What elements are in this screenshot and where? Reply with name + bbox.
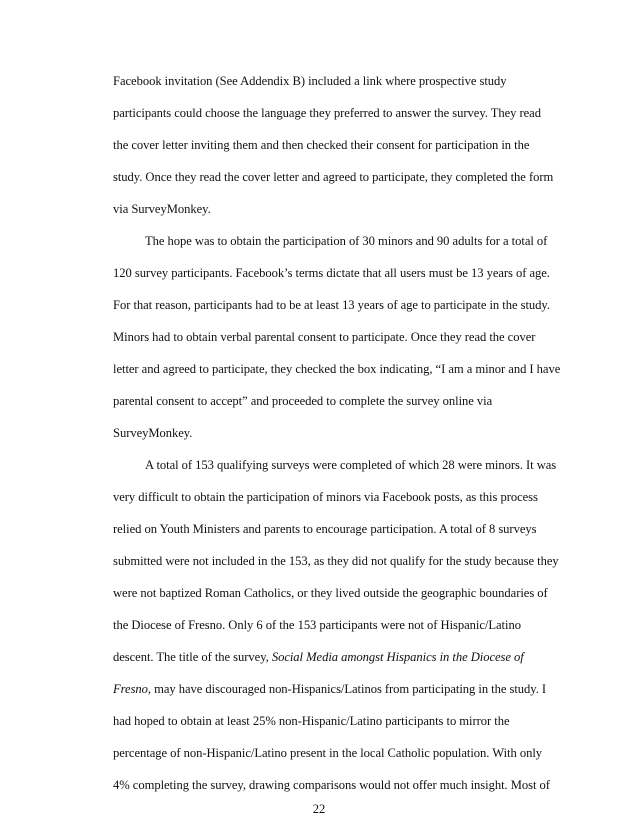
text-line: the Diocese of Fresno. Only 6 of the 153 participants were not of Hispanic/Latino: [113, 618, 521, 632]
text-segment: descent. The title of the survey,: [113, 650, 272, 664]
text-line: relied on Youth Ministers and parents to encourage participation. A total of 8 surveys: [113, 522, 537, 536]
survey-title-italic: Fresno: [113, 682, 148, 696]
text-line: letter and agreed to participate, they checked the box indicating, “I am a minor and I have: [113, 362, 561, 376]
text-line: participants could choose the language they preferred to answer the survey. They read: [113, 106, 541, 120]
text-line: submitted were not included in the 153, as they did not qualify for the study because they: [113, 554, 559, 568]
survey-title-italic: Social Media amongst Hispanics in the Diocese of: [271, 650, 524, 664]
text-line: [113, 649, 524, 665]
text-line: 4% completing the survey, drawing comparisons would not offer much insight. Most of: [113, 778, 550, 792]
text-line: Minors had to obtain verbal parental consent to participate. Once they read the cover: [113, 330, 536, 344]
text-line: via SurveyMonkey.: [113, 202, 211, 216]
text-line: For that reason, participants had to be at least 13 years of age to participate in the study.: [113, 298, 550, 312]
text-line: the cover letter inviting them and then checked their consent for participation in the: [113, 138, 530, 152]
text-segment: , may have discouraged non-Hispanics/Latinos from participating in the study. I: [147, 682, 547, 696]
text-line: The hope was to obtain the participation of 30 minors and 90 adults for a total of: [145, 234, 548, 248]
text-line: SurveyMonkey.: [113, 426, 193, 440]
text-line: were not baptized Roman Catholics, or they lived outside the geographic boundaries of: [113, 586, 548, 600]
text-line: [113, 681, 546, 697]
page-number: 22: [312, 802, 326, 816]
text-line: had hoped to obtain at least 25% non-Hispanic/Latino participants to mirror the: [113, 714, 510, 728]
text-line: very difficult to obtain the participation of minors via Facebook posts, as this process: [113, 490, 538, 504]
text-line: study. Once they read the cover letter and agreed to participate, they completed the form: [113, 170, 554, 184]
text-line: A total of 153 qualifying surveys were completed of which 28 were minors. It was: [145, 458, 557, 472]
text-line: Facebook invitation (See Addendix B) included a link where prospective study: [113, 74, 507, 88]
text-line: percentage of non-Hispanic/Latino present in the local Catholic population. With only: [113, 746, 543, 760]
text-line: parental consent to accept” and proceeded to complete the survey online via: [113, 394, 493, 408]
text-line: 120 survey participants. Facebook’s terms dictate that all users must be 13 years of age.: [113, 266, 550, 280]
